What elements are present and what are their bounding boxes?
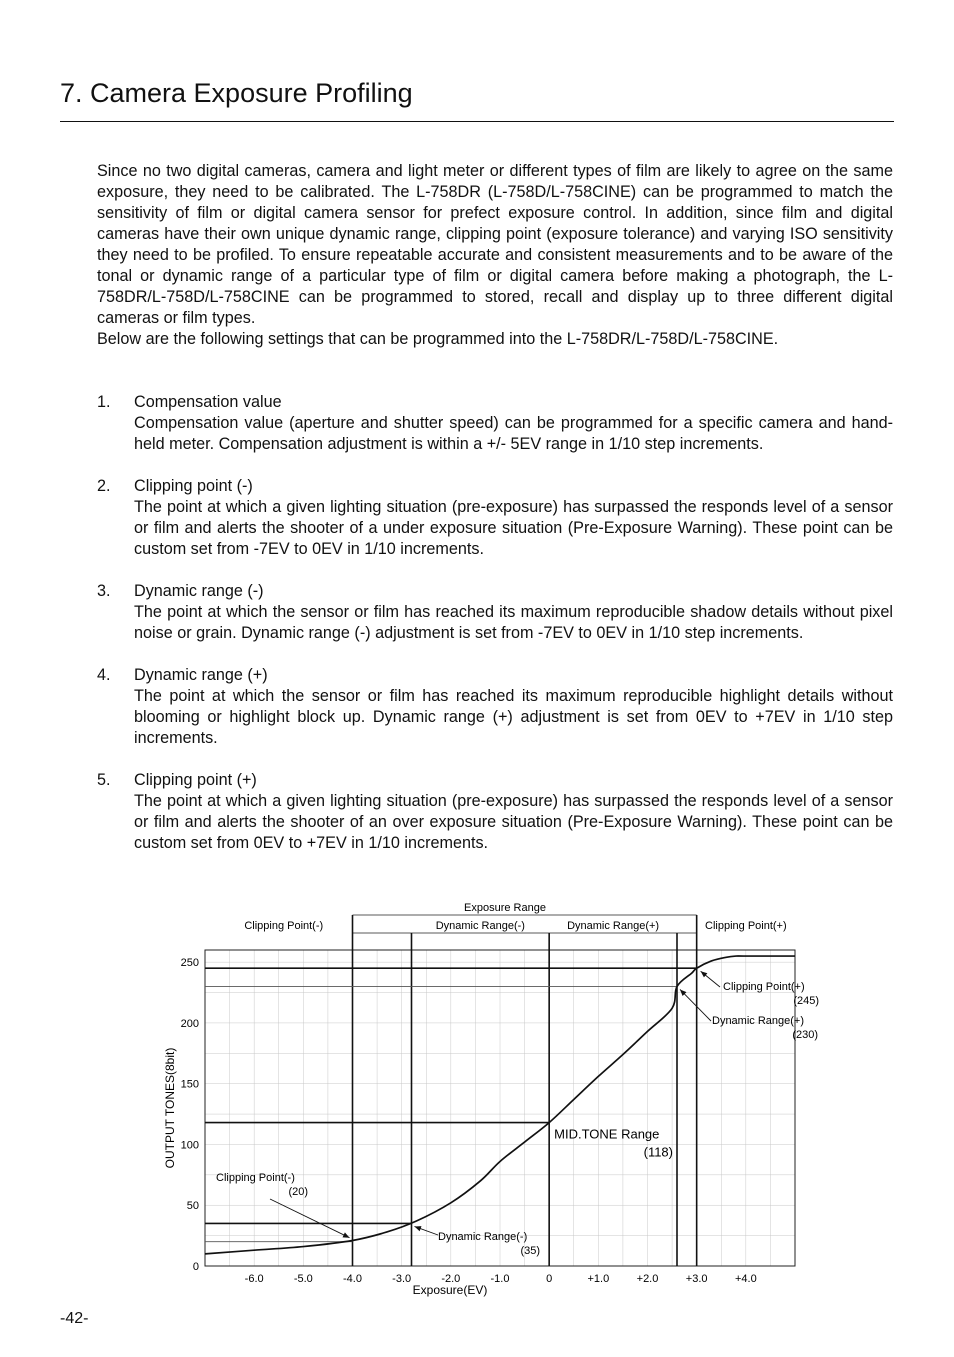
annotation-clip-minus-value: (20) <box>288 1186 308 1198</box>
x-tick-label: +2.0 <box>636 1273 659 1285</box>
exposure-chart <box>150 895 830 1315</box>
y-tick-label: 50 <box>186 1200 199 1213</box>
y-axis-label: OUTPUT TONES(8bit) <box>163 1047 177 1169</box>
x-tick-label: +1.0 <box>587 1273 610 1285</box>
list-item <box>97 392 893 455</box>
y-tick-label: 200 <box>180 1017 199 1030</box>
annotation-clip-plus: Clipping Point(+) <box>723 981 805 993</box>
band-label-dr-minus: Dynamic Range(-) <box>435 920 525 932</box>
arrow-clip-plus-head <box>701 971 708 977</box>
y-tick-label: 150 <box>180 1078 199 1091</box>
item-heading: Dynamic range (+) <box>134 666 268 684</box>
title-rule <box>60 121 894 122</box>
list-item <box>97 665 893 749</box>
annotation-midtone: MID.TONE Range <box>554 1126 660 1142</box>
item-number: 2. <box>97 477 111 495</box>
annotation-clip-plus-value: (245) <box>793 995 819 1007</box>
annotation-dr-minus-value: (35) <box>520 1245 540 1257</box>
band-label-clip-plus: Clipping Point(+) <box>705 920 787 932</box>
list-item <box>97 476 893 560</box>
x-tick-label: -3.0 <box>392 1273 412 1285</box>
item-heading: Dynamic range (-) <box>134 582 264 600</box>
annotation-dr-plus-value: (230) <box>792 1029 818 1041</box>
item-number: 4. <box>97 666 111 684</box>
x-axis-label: Exposure(EV) <box>412 1283 488 1297</box>
item-text: The point at which the sensor or film has reached its maximum reproducible highlight details without blooming or highlight block up. Dynamic range (+) adjustment is set from 0EV to +7EV in 1/10 step increments. <box>134 687 893 747</box>
band-label-dr-plus: Dynamic Range(+) <box>567 920 660 932</box>
x-tick-label: -6.0 <box>244 1273 264 1285</box>
item-text: The point at which the sensor or film has reached its maximum reproducible shadow details without pixel noise or grain. Dynamic range (-) adjustment is set from -7EV to 0EV in 1/10 step increments. <box>134 603 893 642</box>
x-tick-label: -2.0 <box>441 1273 461 1285</box>
list-item <box>97 581 893 644</box>
x-tick-label: -5.0 <box>293 1273 313 1285</box>
annotation-dr-plus: Dynamic Range(+) <box>712 1015 805 1027</box>
band-label-clip-minus: Clipping Point(-) <box>244 920 324 932</box>
arrow-dr-minus-head <box>415 1226 422 1231</box>
y-tick-label: 0 <box>192 1261 199 1273</box>
x-tick-label: 0 <box>546 1273 553 1285</box>
annotation-clip-minus: Clipping Point(-) <box>216 1172 295 1184</box>
page-number: -42- <box>60 1310 89 1327</box>
annotation-midtone-value: (118) <box>643 1144 673 1160</box>
list-item <box>97 770 893 854</box>
arrow-clip-minus <box>270 1199 350 1238</box>
arrow-dr-plus <box>680 989 711 1021</box>
item-text: The point at which a given lighting situation (pre-exposure) has surpassed the responds level of a sensor or film and alerts the shooter of an over exposure situation (Pre-Exposure Warning). These point can be custom set from 0EV to +7EV in 1/10 increments. <box>134 792 893 852</box>
band-title: Exposure Range <box>464 902 546 914</box>
annotation-arrows <box>270 971 720 1237</box>
settings-list <box>97 392 893 875</box>
intro-paragraph: Below are the following settings that can be programmed into the L-758DR/L-758D/L-758CINE. <box>97 330 779 348</box>
item-number: 5. <box>97 771 111 789</box>
item-number: 1. <box>97 393 111 411</box>
y-tick-label: 250 <box>180 957 199 970</box>
item-heading: Clipping point (-) <box>134 477 253 495</box>
item-text: Compensation value (aperture and shutter speed) can be programmed for a specific camera and hand-held meter. Compensation adjustment is within a +/- 5EV range in 1/10 step increments. <box>134 414 893 453</box>
item-text: The point at which a given lighting situation (pre-exposure) has surpassed the responds level of a sensor or film and alerts the shooter of a under exposure situation (Pre-Exposure Warning). These point can be custom set from -7EV to 0EV in 1/10 increments. <box>134 498 893 558</box>
intro-text <box>97 161 893 350</box>
y-tick-label: 100 <box>180 1139 199 1152</box>
annotation-dr-minus: Dynamic Range(-) <box>438 1231 528 1243</box>
page-title: 7. Camera Exposure Profiling <box>60 78 413 108</box>
x-tick-label: +3.0 <box>685 1273 708 1285</box>
chart-grid <box>205 950 795 1266</box>
intro-paragraph: Since no two digital cameras, camera and light meter or different types of film are likely to agree on the same exposure, they need to be calibrated. The L-758DR (L-758D/L-758CINE) can be programmed to match the sensitivity of film or digital camera sensor for prefect exposure control. In addition, since film and digital cameras have their own unique dynamic range, clipping point (exposure tolerance) and varying ISO sensitivity they need to be profiled. To ensure repeatable accurate and consistent measurements and to be aware of the tonal or dynamic range of a particular type of film or digital camera before making a photograph, the L-758DR/L-758D/L-758CINE can be programmed to stored, recall and display up to three different digital cameras or film types. <box>97 162 893 327</box>
item-heading: Compensation value <box>134 393 282 411</box>
x-tick-label: -1.0 <box>490 1273 510 1285</box>
item-heading: Clipping point (+) <box>134 771 257 789</box>
x-tick-label: -4.0 <box>343 1273 362 1285</box>
item-number: 3. <box>97 582 111 600</box>
annotations <box>216 981 819 1257</box>
x-tick-label: +4.0 <box>734 1273 757 1285</box>
